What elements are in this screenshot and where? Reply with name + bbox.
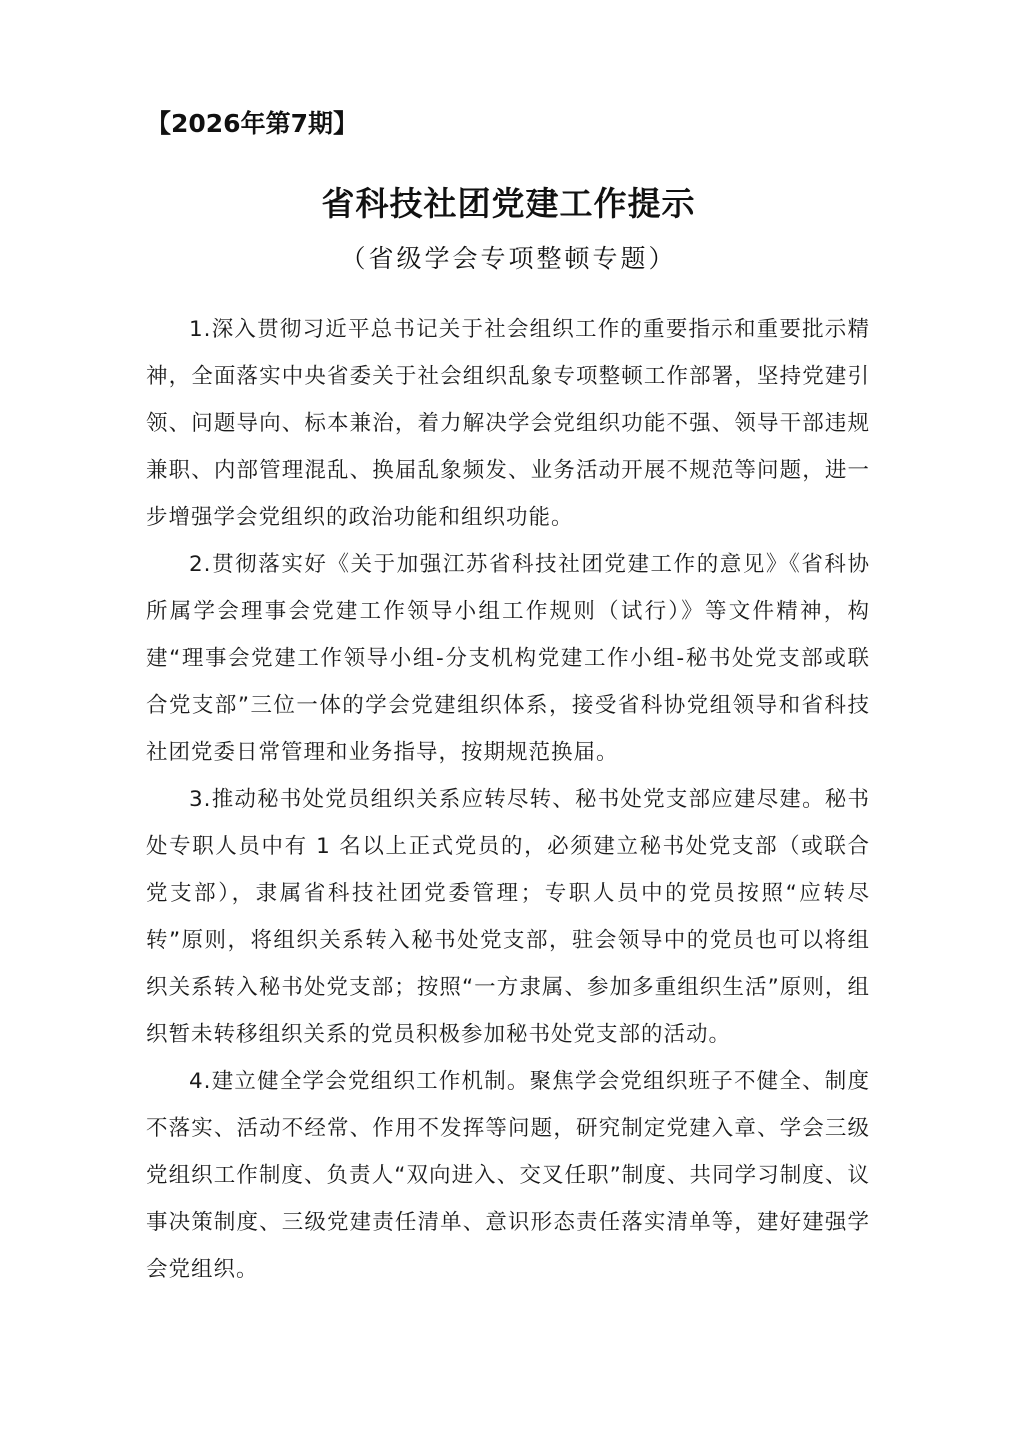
document-title: 省科技社团党建工作提示	[321, 184, 696, 223]
paragraph-4: 4.建立健全学会党组织工作机制。聚焦学会党组织班子不健全、制度不落实、活动不经常、作用不发挥等问题，研究制定党建入章、学会三级党组织工作制度、负责人“双向进入、交叉任职”制度、共同学习制度、议事决策制度、三级党建责任清单、意识形态责任落实清单等，建好建强学会党组织。	[146, 1069, 870, 1282]
paragraph-3: 3.推动秘书处党员组织关系应转尽转、秘书处党支部应建尽建。秘书处专职人员中有 1 名以上正式党员的，必须建立秘书处党支部（或联合党支部），隶属省科技社团党委管理；专职人员中的党员按照“应转尽转”原则，将组织关系转入秘书处党支部，驻会领导中的党员也可以将组织关系转入秘书处党支部；按照“一方隶属、参加多重组织生活”原则，组织暂未转移组织关系的党员积极参加秘书处党支部的活动。	[146, 787, 870, 1047]
paragraph-2: 2.贯彻落实好《关于加强江苏省科技社团党建工作的意见》《省科协所属学会理事会党建工作领导小组工作规则（试行）》等文件精神，构建“理事会党建工作领导小组-分支机构党建工作小组-秘书处党支部或联合党支部”三位一体的学会党建组织体系，接受省科协党组领导和省科技社团党委日常管理和业务指导，按期规范换届。	[146, 552, 870, 765]
paragraph-1: 1.深入贯彻习近平总书记关于社会组织工作的重要指示和重要批示精神，全面落实中央省委关于社会组织乱象专项整顿工作部署，坚持党建引领、问题导向、标本兼治，着力解决学会党组织功能不强、领导干部违规兼职、内部管理混乱、换届乱象频发、业务活动开展不规范等问题，进一步增强学会党组织的政治功能和组织功能。	[146, 317, 870, 530]
document-subtitle: （省级学会专项整顿专题）	[340, 244, 677, 273]
document-body	[146, 306, 870, 1293]
issue-number: 【2026年第7期】	[146, 109, 358, 138]
